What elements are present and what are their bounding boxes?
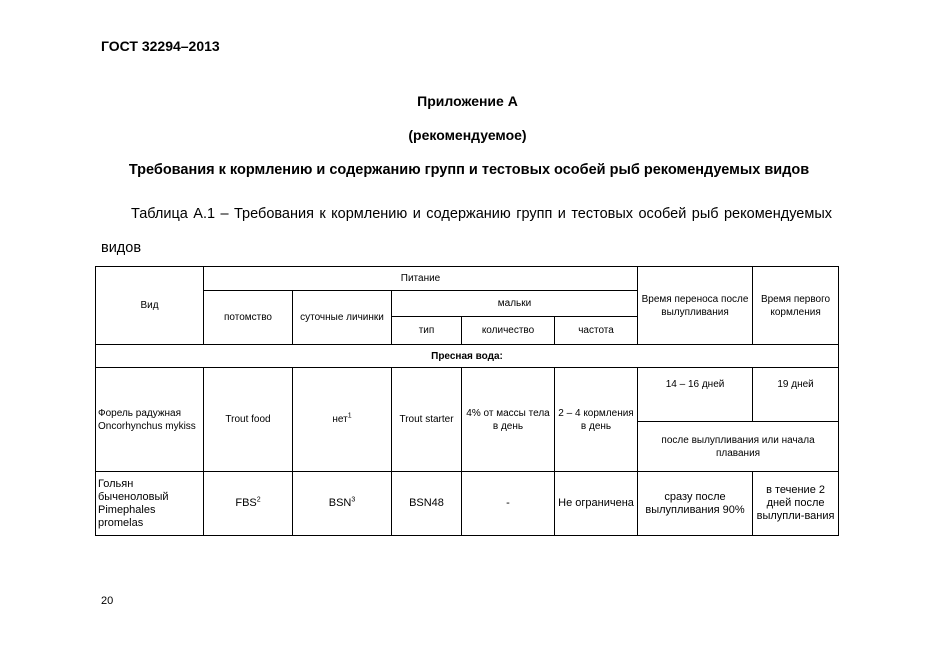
daily-larvae-cell: нет$^1$ [293, 368, 392, 472]
fry-frequency-cell: Не ограничена [555, 472, 638, 536]
first-feeding-time-cell: 19 дней [753, 368, 839, 422]
species-cell: Гольян быченоловый Pimephales promelas [96, 472, 204, 536]
fry-amount-cell: 4% от массы тела в день [462, 368, 555, 472]
footnote-marker: 2 [256, 496, 261, 504]
header-daily-larvae: суточные личинки [293, 291, 392, 345]
table-row [96, 368, 839, 422]
header-fry-type: тип [392, 317, 462, 345]
document-code: ГОСТ 32294–2013 [101, 38, 220, 54]
offspring-cell: Trout food [204, 368, 293, 472]
timing-note-cell: после вылупливания или начала плавания [638, 422, 839, 472]
table-row [96, 472, 839, 536]
header-fry-frequency: частота [555, 317, 638, 345]
section-fresh-water: Пресная вода: [96, 345, 839, 368]
transfer-time-cell: сразу после вылупливания 90% [638, 472, 753, 536]
transfer-time-cell: 14 – 16 дней [638, 368, 753, 422]
header-offspring: потомство [204, 291, 293, 345]
offspring-cell: FBS$^2$ [204, 472, 293, 536]
fry-type-cell: Trout starter [392, 368, 462, 472]
footnote-marker: 3 [351, 496, 356, 504]
feeding-requirements-table [95, 266, 839, 536]
page-number: 20 [101, 595, 114, 607]
appendix-heading: Требования к кормлению и содержанию групп и тестовых особей рыб рекомендуемых видов [128, 162, 810, 178]
appendix-type: (рекомендуемое) [408, 127, 527, 143]
header-fry: мальки [392, 291, 638, 317]
header-species: Вид [96, 267, 204, 345]
daily-larvae-cell: BSN$^3$ [293, 472, 392, 536]
fry-type-cell: BSN48 [392, 472, 462, 536]
appendix-title: Приложение А [417, 93, 518, 109]
fry-frequency-cell: 2 – 4 кормления в день [555, 368, 638, 472]
table-caption: Таблица А.1 – Требования к кормлению и содержанию групп и тестовых особей рыб рекомендуемых видов [101, 206, 832, 256]
header-fry-amount: количество [462, 317, 555, 345]
footnote-marker: 1 [347, 412, 352, 420]
header-feeding: Питание [204, 267, 638, 291]
header-transfer-time: Время переноса после вылупливания [638, 267, 753, 345]
first-feeding-time-cell: в течение 2 дней после вылупли-вания [753, 472, 839, 536]
fry-amount-cell: - [462, 472, 555, 536]
species-cell: Форель радужная Oncorhynchus mykiss [96, 368, 204, 472]
header-first-feeding-time: Время первого кормления [753, 267, 839, 345]
